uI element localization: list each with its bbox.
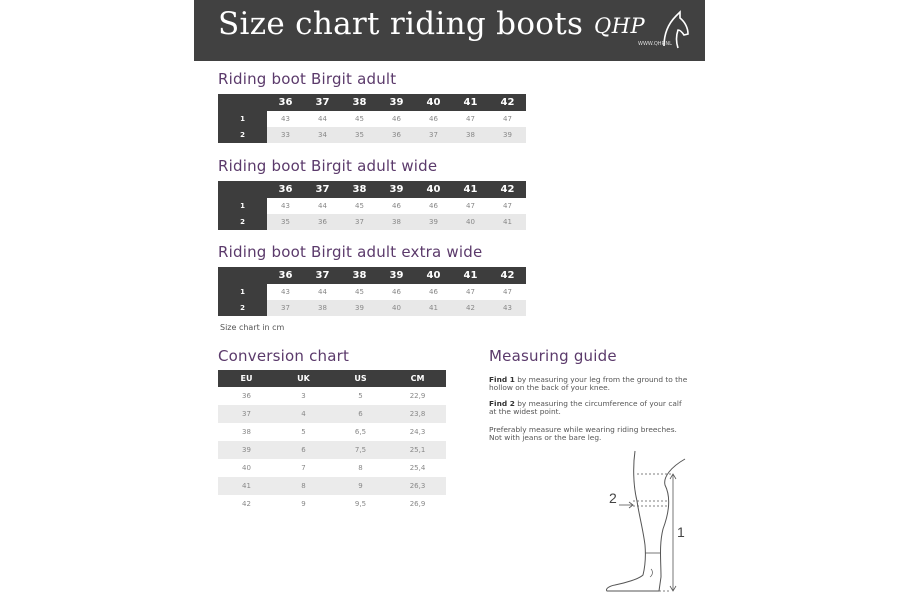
conversion-header: EU bbox=[218, 370, 275, 387]
cell: 44 bbox=[304, 111, 341, 127]
header-banner bbox=[194, 0, 705, 61]
row-label: 1 bbox=[218, 198, 267, 214]
guide-tip: Preferably measure while wearing riding breeches. Not with jeans or the bare leg. bbox=[489, 425, 677, 443]
cell: 37 bbox=[267, 300, 304, 316]
size-header: 36 bbox=[267, 181, 304, 198]
cell: 4 bbox=[275, 405, 332, 423]
cell: 6 bbox=[275, 441, 332, 459]
cell: 26,3 bbox=[389, 477, 446, 495]
find-1-label: Find 1 bbox=[489, 375, 515, 384]
find-2-text: by measuring the circumference of your calf at the widest point. bbox=[489, 399, 682, 417]
cell: 45 bbox=[341, 198, 378, 214]
cell: 40 bbox=[452, 214, 489, 230]
cell: 43 bbox=[267, 198, 304, 214]
cell: 6,5 bbox=[332, 423, 389, 441]
size-header: 40 bbox=[415, 94, 452, 111]
cell: 47 bbox=[452, 284, 489, 300]
conversion-header: CM bbox=[389, 370, 446, 387]
table-row bbox=[218, 405, 446, 423]
cell: 37 bbox=[415, 127, 452, 143]
cell: 9,5 bbox=[332, 495, 389, 513]
qhp-logo bbox=[594, 8, 694, 54]
measuring-guide-title: Measuring guide bbox=[489, 347, 617, 365]
cell: 39 bbox=[489, 127, 526, 143]
cell: 38 bbox=[378, 214, 415, 230]
table-row bbox=[218, 300, 526, 316]
leg-measuring-illustration bbox=[599, 445, 699, 595]
label-1: 1 bbox=[677, 524, 685, 540]
corner-cell bbox=[218, 181, 267, 198]
cell: 36 bbox=[304, 214, 341, 230]
logo-text: QHP bbox=[594, 14, 646, 38]
foot-detail bbox=[650, 569, 652, 577]
corner-cell bbox=[218, 94, 267, 111]
cell: 34 bbox=[304, 127, 341, 143]
cell: 25,4 bbox=[389, 459, 446, 477]
table-row bbox=[218, 127, 526, 143]
size-header: 39 bbox=[378, 181, 415, 198]
logo-website: WWW.QHP.NL bbox=[638, 41, 672, 47]
conversion-chart-title: Conversion chart bbox=[218, 347, 350, 365]
row-label: 2 bbox=[218, 214, 267, 230]
chart-title-adult-wide: Riding boot Birgit adult wide bbox=[218, 157, 438, 175]
size-header: 38 bbox=[341, 267, 378, 284]
cell: 38 bbox=[218, 423, 275, 441]
size-header: 37 bbox=[304, 94, 341, 111]
cell: 9 bbox=[332, 477, 389, 495]
chart-title-adult: Riding boot Birgit adult bbox=[218, 70, 397, 88]
cell: 47 bbox=[489, 111, 526, 127]
row-label: 2 bbox=[218, 127, 267, 143]
size-header: 41 bbox=[452, 267, 489, 284]
table-row bbox=[218, 387, 446, 405]
cell: 44 bbox=[304, 198, 341, 214]
cell: 36 bbox=[218, 387, 275, 405]
size-header: 41 bbox=[452, 94, 489, 111]
cell: 47 bbox=[452, 111, 489, 127]
table-row bbox=[218, 441, 446, 459]
cell: 43 bbox=[267, 111, 304, 127]
cell: 46 bbox=[378, 284, 415, 300]
cell: 35 bbox=[267, 214, 304, 230]
cell: 22,9 bbox=[389, 387, 446, 405]
guide-find-1 bbox=[489, 376, 689, 393]
size-header: 36 bbox=[267, 94, 304, 111]
cell: 8 bbox=[275, 477, 332, 495]
cell: 46 bbox=[378, 111, 415, 127]
corner-cell bbox=[218, 267, 267, 284]
cell: 44 bbox=[304, 284, 341, 300]
size-header: 42 bbox=[489, 94, 526, 111]
table-row bbox=[218, 423, 446, 441]
size-header: 37 bbox=[304, 267, 341, 284]
cell: 5 bbox=[332, 387, 389, 405]
size-chart-page bbox=[194, 0, 706, 600]
cell: 38 bbox=[452, 127, 489, 143]
cell: 45 bbox=[341, 111, 378, 127]
cell: 46 bbox=[415, 198, 452, 214]
cell: 37 bbox=[218, 405, 275, 423]
table-row bbox=[218, 459, 446, 477]
cell: 37 bbox=[341, 214, 378, 230]
conversion-header: US bbox=[332, 370, 389, 387]
size-header: 42 bbox=[489, 267, 526, 284]
cell: 3 bbox=[275, 387, 332, 405]
size-header: 37 bbox=[304, 181, 341, 198]
find-2-label: Find 2 bbox=[489, 399, 515, 408]
cell: 36 bbox=[378, 127, 415, 143]
cell: 25,1 bbox=[389, 441, 446, 459]
cell: 8 bbox=[332, 459, 389, 477]
cell: 23,8 bbox=[389, 405, 446, 423]
size-header: 42 bbox=[489, 181, 526, 198]
table-row bbox=[218, 198, 526, 214]
cell: 38 bbox=[304, 300, 341, 316]
cell: 40 bbox=[378, 300, 415, 316]
cell: 39 bbox=[218, 441, 275, 459]
conversion-header: UK bbox=[275, 370, 332, 387]
cell: 39 bbox=[415, 214, 452, 230]
find-1-text: by measuring your leg from the ground to the hollow on the back of your knee. bbox=[489, 375, 688, 393]
conversion-rows bbox=[218, 387, 446, 513]
table-row bbox=[218, 495, 446, 513]
cell: 43 bbox=[267, 284, 304, 300]
row-label: 1 bbox=[218, 284, 267, 300]
cell: 26,9 bbox=[389, 495, 446, 513]
cell: 41 bbox=[489, 214, 526, 230]
cell: 46 bbox=[415, 111, 452, 127]
cell: 42 bbox=[452, 300, 489, 316]
size-table-adult bbox=[218, 94, 526, 143]
cell: 46 bbox=[415, 284, 452, 300]
cell: 43 bbox=[489, 300, 526, 316]
size-header: 39 bbox=[378, 267, 415, 284]
table-row bbox=[218, 477, 446, 495]
size-header: 41 bbox=[452, 181, 489, 198]
table-row bbox=[218, 111, 526, 127]
cell: 47 bbox=[489, 198, 526, 214]
cell: 47 bbox=[489, 284, 526, 300]
size-header: 40 bbox=[415, 267, 452, 284]
size-table-adult-wide bbox=[218, 181, 526, 230]
size-header: 36 bbox=[267, 267, 304, 284]
size-header: 39 bbox=[378, 94, 415, 111]
size-table-adult-extra-wide bbox=[218, 267, 526, 316]
row-label: 2 bbox=[218, 300, 267, 316]
cell: 42 bbox=[218, 495, 275, 513]
guide-find-2 bbox=[489, 400, 689, 417]
cell: 5 bbox=[275, 423, 332, 441]
cell: 33 bbox=[267, 127, 304, 143]
size-header: 38 bbox=[341, 94, 378, 111]
cell: 39 bbox=[341, 300, 378, 316]
cell: 47 bbox=[452, 198, 489, 214]
table-row bbox=[218, 284, 526, 300]
cell: 7 bbox=[275, 459, 332, 477]
cell: 41 bbox=[415, 300, 452, 316]
row-label: 1 bbox=[218, 111, 267, 127]
table-row bbox=[218, 214, 526, 230]
cell: 7,5 bbox=[332, 441, 389, 459]
size-header: 40 bbox=[415, 181, 452, 198]
cell: 6 bbox=[332, 405, 389, 423]
size-chart-note: Size chart in cm bbox=[220, 323, 285, 332]
cell: 45 bbox=[341, 284, 378, 300]
cell: 46 bbox=[378, 198, 415, 214]
cell: 41 bbox=[218, 477, 275, 495]
page-title: Size chart riding boots bbox=[218, 6, 584, 42]
cell: 24,3 bbox=[389, 423, 446, 441]
label-2: 2 bbox=[609, 490, 617, 506]
cell: 35 bbox=[341, 127, 378, 143]
conversion-table bbox=[218, 370, 446, 513]
cell: 9 bbox=[275, 495, 332, 513]
chart-title-adult-extra-wide: Riding boot Birgit adult extra wide bbox=[218, 243, 483, 261]
cell: 40 bbox=[218, 459, 275, 477]
size-header: 38 bbox=[341, 181, 378, 198]
